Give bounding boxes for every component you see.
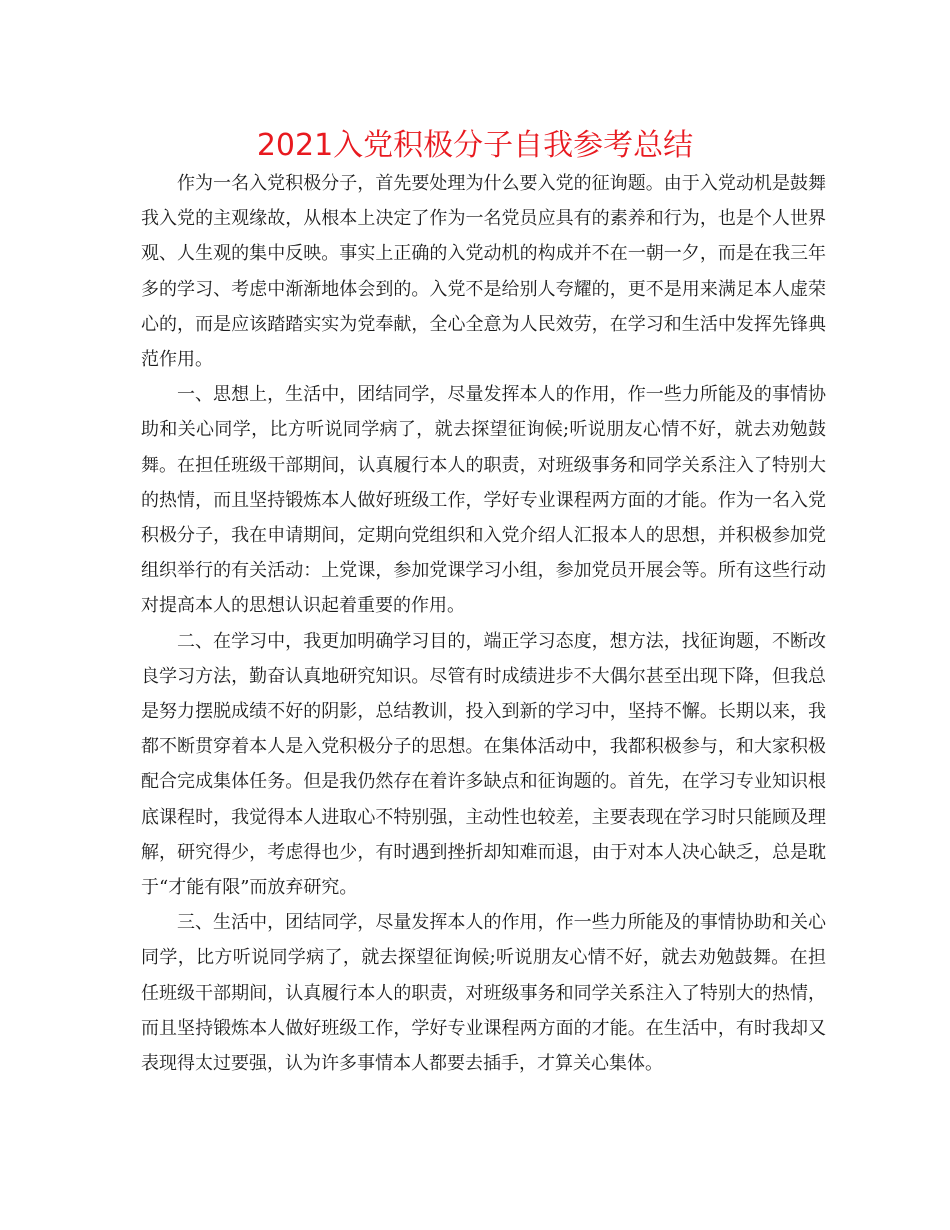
paragraph-section-2: 二、在学习中，我更加明确学习目的，端正学习态度，想方法，找征询题，不断改良学习方法，勤奋认真地研究知识。尽管有时成绩进步不大偶尔甚至出现下降，但我总是努力摆脱成绩不好的阴影，总结教训，投入到新的学习中，坚持不懈。长期以来，我都不断贯穿着本人是入党积极分子的思想。在集体活动中，我都积极参与，和大家积极配合完成集体任务。但是我仍然存在着许多缺点和征询题的。首先，在学习专业知识根底课程时，我觉得本人进取心不特别强，主动性也较差，主要表现在学习时只能顾及理解，研究得少，考虑得也少，有时遇到挫折却知难而退，由于对本人决心缺乏，总是耽于“才能有限”而放弃研究。 (141, 630, 826, 899)
paragraph-intro: 作为一名入党积极分子，首先要处理为什么要入党的征询题。由于入党动机是鼓舞我入党的主观缘故，从根本上决定了作为一名党员应具有的素养和行为，也是个人世界观、人生观的集中反映。事实上正确的入党动机的构成并不在一朝一夕，而是在我三年多的学习、考虑中渐渐地体会到的。入党不是给别人夸耀的，更不是用来满足本人虚荣心的，而是应该踏踏实实为党奉献，全心全意为人民效劳，在学习和生活中发挥先锋典范作用。 (141, 173, 826, 371)
paragraph-section-3: 三、生活中，团结同学，尽量发挥本人的作用，作一些力所能及的事情协助和关心同学，比方听说同学病了，就去探望征询候;听说朋友心情不好，就去劝勉鼓舞。在担任班级干部期间，认真履行本人的职责，对班级事务和同学关系注入了特别大的热情，而且坚持锻炼本人做好班级工作，学好专业课程两方面的才能。在生活中，有时我却又表现得太过要强，认为许多事情本人都要去插手，才算关心集体。 (141, 912, 826, 1075)
document-body (141, 166, 826, 1081)
document-title: 2021入党积极分子自我参考总结 (256, 128, 694, 163)
paragraph-section-1: 一、思想上，生活中，团结同学，尽量发挥本人的作用，作一些力所能及的事情协助和关心同学，比方听说同学病了，就去探望征询候;听说朋友心情不好，就去劝勉鼓舞。在担任班级干部期间，认真履行本人的职责，对班级事务和同学关系注入了特别大的热情，而且坚持锻炼本人做好班级工作，学好专业课程两方面的才能。作为一名入党积极分子，我在申请期间，定期向党组织和入党介绍人汇报本人的思想，并积极参加党组织举行的有关活动：上党课，参加党课学习小组，参加党员开展会等。所有这些行动对提高本人的思想认识起着重要的作用。 (141, 384, 826, 617)
